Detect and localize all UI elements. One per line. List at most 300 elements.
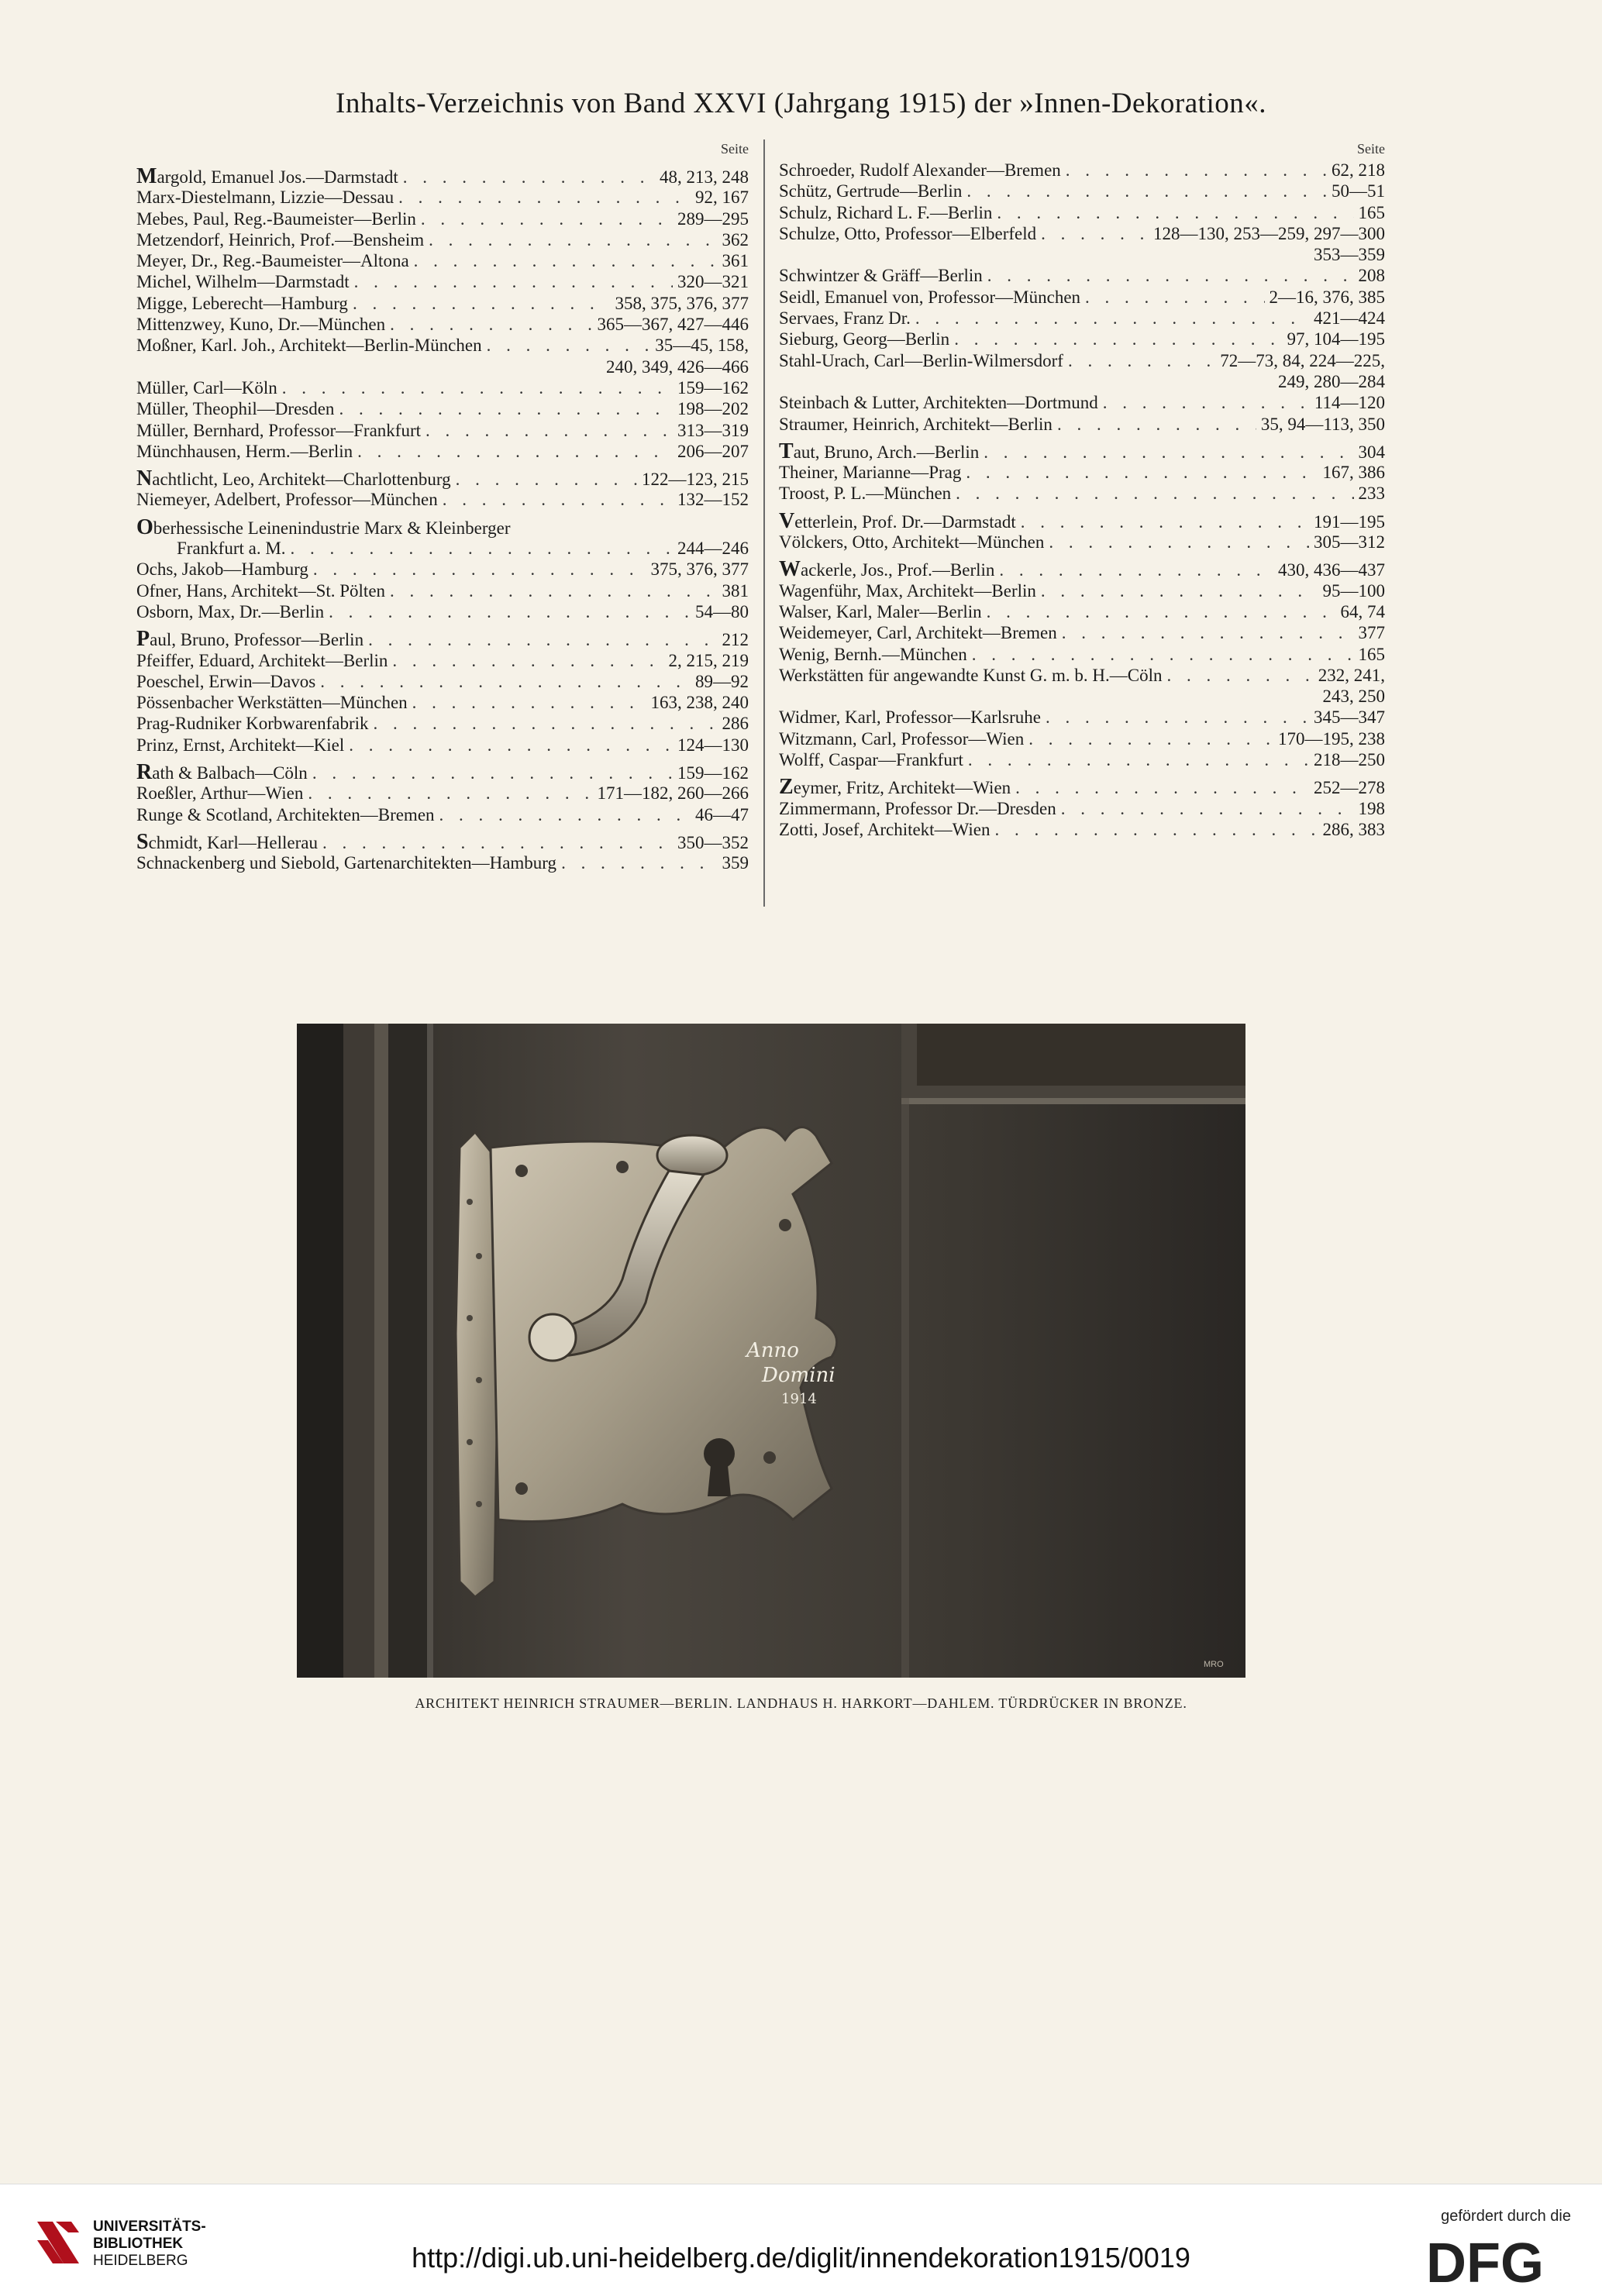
index-entry [136, 187, 749, 208]
entry-name-text: Pössenbacher Werkstätten—München [136, 693, 408, 713]
entry-initial: R [136, 760, 153, 785]
entry-name [779, 580, 1036, 601]
index-entry [136, 335, 749, 356]
entry-name-text: Marx-Diestelmann, Lizzie—Dessau [136, 188, 394, 208]
entry-name-text: ackerle, Jos., Prof.—Berlin [801, 560, 995, 580]
index-entry [136, 208, 749, 229]
entry-name-text: Müller, Bernhard, Professor—Frankfurt [136, 420, 422, 440]
index-entry [136, 601, 749, 622]
entry-initial: Z [779, 775, 794, 800]
entry-name [779, 532, 1044, 552]
entry-name-text: Niemeyer, Adelbert, Professor—München [136, 490, 438, 510]
entry-name [136, 208, 416, 229]
entry-name-text: Runge & Scotland, Architekten—Bremen [136, 804, 435, 824]
entry-pages: 252—278 [1314, 778, 1385, 798]
index-entry [136, 580, 749, 601]
entry-initial: O [136, 515, 153, 539]
dot-leader [1015, 777, 1309, 798]
entry-name [779, 749, 963, 770]
entry-name-text: Ochs, Jakob—Hamburg [136, 559, 308, 580]
entry-name [779, 223, 1036, 244]
index-entry [136, 762, 749, 783]
dot-leader [972, 644, 1354, 665]
entry-pages: 206—207 [677, 441, 749, 461]
entry-pages: 430, 436—437 [1278, 560, 1385, 580]
index-entry [136, 166, 749, 187]
index-entry [136, 489, 749, 510]
library-name-line: HEIDELBERG [93, 2253, 188, 2269]
entry-pages: 305—312 [1314, 532, 1385, 552]
library-name-line: BIBLIOTHEK [93, 2236, 184, 2252]
entry-name-text: Troost, P. L.—München [779, 484, 952, 504]
entry-pages: 198 [1358, 798, 1385, 818]
entry-name [779, 707, 1041, 728]
entry-name [136, 783, 303, 804]
entry-name [779, 644, 967, 665]
dot-leader [1066, 160, 1327, 181]
entry-name [779, 622, 1057, 643]
index-entry [779, 665, 1385, 686]
entry-pages: 122—123, 215 [642, 470, 749, 490]
entry-pages: 304 [1358, 442, 1385, 462]
index-entry [779, 532, 1385, 552]
entry-pages: 128—130, 253—259, 297—300 [1153, 223, 1385, 243]
index-entry [779, 798, 1385, 819]
entry-pages: 353—359 [1314, 245, 1385, 265]
index-entry [779, 414, 1385, 435]
dot-leader [1041, 223, 1149, 244]
dot-leader [403, 167, 655, 188]
entry-name [136, 489, 438, 510]
entry-name [136, 250, 409, 271]
library-name-line: UNIVERSITÄTS- [93, 2219, 206, 2235]
entry-name [136, 804, 435, 825]
entry-name [779, 308, 911, 329]
entry-name-text: Prinz, Ernst, Architekt—Kiel [136, 735, 345, 755]
entry-pages: 345—347 [1314, 707, 1385, 728]
index-entry [136, 398, 749, 419]
dot-leader [368, 629, 717, 650]
index-entry [136, 314, 749, 335]
entry-pages: 159—162 [677, 763, 749, 783]
entry-pages: 159—162 [677, 377, 749, 398]
index-entry [779, 244, 1385, 265]
entry-name-text: Servaes, Franz Dr. [779, 308, 911, 329]
page-header: Inhalts-Verzeichnis von Band XXVI (Jahrgang 1915) der »Innen-Dekoration«. [336, 88, 1266, 119]
index-entry [136, 627, 749, 652]
index-entry [136, 735, 749, 756]
index-entry [779, 601, 1385, 622]
entry-pages: 218—250 [1314, 750, 1385, 770]
dot-leader [412, 692, 646, 713]
entry-name-text: aul, Bruno, Professor—Berlin [150, 630, 364, 650]
dot-leader [1049, 532, 1309, 552]
entry-pages: 313—319 [677, 420, 749, 440]
index-entry [136, 713, 749, 734]
entry-name-text: Witzmann, Carl, Professor—Wien [779, 728, 1025, 749]
entry-name-text: Osborn, Max, Dr.—Berlin [136, 601, 325, 621]
dot-leader [390, 314, 592, 335]
entry-pages: 165 [1358, 202, 1385, 222]
index-entry [136, 692, 749, 713]
entry-pages: 89—92 [695, 671, 749, 691]
page-column-label: Seite [1357, 141, 1385, 157]
dot-leader [1062, 622, 1354, 643]
dot-leader [954, 329, 1282, 349]
index-entry [779, 223, 1385, 244]
entry-name-text: Meyer, Dr., Reg.-Baumeister—Altona [136, 251, 409, 271]
entry-name [136, 735, 344, 756]
dot-leader [329, 601, 691, 622]
entry-name-text: Wolff, Caspar—Frankfurt [779, 750, 963, 770]
dot-leader [956, 483, 1353, 504]
entry-pages: 171—182, 260—266 [597, 783, 749, 804]
entry-pages: 48, 213, 248 [660, 167, 749, 187]
dot-leader [313, 559, 646, 580]
entry-pages: 361 [722, 251, 749, 271]
entry-pages: 208 [1358, 266, 1385, 286]
entry-name-text: Widmer, Karl, Professor—Karlsruhe [779, 707, 1041, 728]
entry-pages: 232, 241, [1318, 665, 1385, 685]
photo-corner-mark: MRO [1204, 1660, 1224, 1669]
entry-pages: 62, 218 [1332, 160, 1385, 180]
entry-pages: 2, 215, 219 [668, 650, 749, 670]
entry-name [136, 468, 451, 490]
entry-name [779, 508, 1016, 533]
entry-name-text: Moßner, Karl. Joh., Architekt—Berlin-München [136, 336, 482, 356]
entry-name-text: achtlicht, Leo, Architekt—Charlottenburg [152, 470, 451, 490]
entry-name [779, 819, 990, 840]
dot-leader [308, 783, 592, 804]
entry-name [136, 852, 556, 873]
index-entry [779, 371, 1385, 392]
entry-name-text: Müller, Theophil—Dresden [136, 399, 335, 419]
entry-pages: 114—120 [1314, 393, 1385, 413]
dot-leader [987, 601, 1336, 622]
entry-name-text: Ofner, Hans, Architekt—St. Pölten [136, 580, 386, 601]
entry-name [779, 601, 982, 622]
entry-pages: 359 [722, 853, 749, 873]
dot-leader [994, 819, 1318, 840]
inscription-domini: Domini [762, 1364, 835, 1387]
entry-name [136, 166, 398, 188]
index-entry [779, 329, 1385, 349]
entry-name-text: Zotti, Josef, Architekt—Wien [779, 819, 990, 839]
entry-name [136, 692, 408, 713]
entry-name-text: Stahl-Urach, Carl—Berlin-Wilmersdorf [779, 350, 1063, 370]
dot-leader [1046, 707, 1309, 728]
entry-pages: 167, 386 [1322, 463, 1385, 483]
dot-leader [915, 308, 1309, 329]
entry-name-text: Schulze, Otto, Professor—Elberfeld [779, 223, 1037, 243]
index-entry [136, 831, 749, 852]
entry-name [779, 483, 951, 504]
entry-name-text: Schroeder, Rudolf Alexander—Bremen [779, 160, 1061, 180]
entry-name [136, 377, 277, 398]
index-entry [136, 293, 749, 314]
index-entry [136, 671, 749, 692]
funding-note: gefördert durch die [1441, 2208, 1571, 2225]
entry-name [136, 441, 353, 462]
entry-name-text: berhessische Leinenindustrie Marx & Kleinberger [153, 518, 511, 538]
entry-name-text: Werkstätten für angewandte Kunst G. m. b. H.—Cöln [779, 665, 1163, 685]
index-entry [779, 580, 1385, 601]
index-entry [136, 852, 749, 873]
dot-leader [439, 804, 691, 825]
entry-name [136, 187, 394, 208]
index-entry [779, 308, 1385, 329]
entry-initial: W [779, 557, 801, 582]
inscription-year: 1914 [781, 1391, 817, 1407]
entry-pages: 350—352 [677, 832, 749, 852]
entry-pages: 286 [722, 714, 749, 734]
index-entry [136, 804, 749, 825]
dot-leader [414, 250, 718, 271]
entry-pages: 243, 250 [1322, 687, 1385, 707]
entry-name [779, 350, 1063, 371]
index-entry [136, 468, 749, 489]
index-entry [136, 377, 749, 398]
entry-name [136, 314, 385, 335]
dot-leader [984, 442, 1353, 463]
index-column-left [136, 138, 749, 874]
entry-name-text: Prag-Rudniker Korbwarenfabrik [136, 714, 369, 734]
entry-name-text: Pfeiffer, Eduard, Architekt—Berlin [136, 650, 388, 670]
dot-leader [291, 538, 673, 559]
entry-name [136, 650, 388, 671]
dot-leader [1085, 287, 1264, 308]
index-entry [779, 644, 1385, 665]
entry-name [779, 462, 961, 483]
entry-name-text: Theiner, Marianne—Prag [779, 463, 962, 483]
digitization-footer [0, 2184, 1602, 2296]
entry-name-text: eymer, Fritz, Architekt—Wien [793, 778, 1011, 798]
dot-leader [987, 265, 1354, 286]
index-entry [779, 265, 1385, 286]
entry-name-text: Poeschel, Erwin—Davos [136, 671, 316, 691]
entry-pages: 124—130 [677, 735, 749, 755]
permalink-url[interactable]: http://digi.ub.uni-heidelberg.de/diglit/innendekoration1915/0019 [412, 2242, 1190, 2274]
entry-name [779, 265, 983, 286]
index-entry [779, 559, 1385, 580]
entry-name [136, 293, 348, 314]
dot-leader [966, 181, 1327, 201]
dot-leader [966, 462, 1318, 483]
index-entry [779, 160, 1385, 181]
entry-name [779, 665, 1162, 686]
entry-pages: 72—73, 84, 224—225, [1220, 350, 1385, 370]
index-entry [779, 686, 1385, 707]
index-entry [136, 650, 749, 671]
dot-leader [312, 762, 673, 783]
entry-name-text: Sieburg, Georg—Berlin [779, 329, 950, 349]
entry-initial: P [136, 627, 150, 652]
entry-pages: 50—51 [1332, 181, 1385, 201]
dot-leader [456, 469, 637, 490]
entry-pages: 95—100 [1322, 580, 1385, 601]
dot-leader [349, 735, 673, 756]
entry-name-text: Migge, Leberecht—Hamburg [136, 293, 348, 313]
entry-pages: 54—80 [695, 601, 749, 621]
entry-name [779, 441, 979, 463]
door-handle-photograph [297, 1024, 1245, 1678]
column-divider [763, 139, 765, 907]
index-entry [136, 559, 749, 580]
dot-leader [429, 229, 717, 250]
entry-name-text: Schulz, Richard L. F.—Berlin [779, 202, 993, 222]
entry-name-text: Seidl, Emanuel von, Professor—München [779, 287, 1081, 307]
entry-pages: 377 [1358, 623, 1385, 643]
entry-pages: 163, 238, 240 [650, 693, 749, 713]
dot-leader [390, 580, 717, 601]
entry-initial: T [779, 439, 794, 463]
entry-name-text: Metzendorf, Heinrich, Prof.—Bensheim [136, 229, 425, 250]
dot-leader [353, 293, 611, 314]
dot-leader [425, 420, 673, 441]
entry-name [136, 671, 315, 692]
entry-name [177, 538, 286, 559]
entry-pages: 286, 383 [1322, 819, 1385, 839]
entry-name [136, 398, 334, 419]
entry-pages: 381 [722, 580, 749, 601]
entry-name-text: Schütz, Gertrude—Berlin [779, 181, 963, 201]
entry-name-text: Weidemeyer, Carl, Architekt—Bremen [779, 623, 1057, 643]
entry-name [779, 287, 1080, 308]
entry-name [779, 202, 992, 223]
entry-name [136, 628, 363, 650]
entry-pages: 191—195 [1314, 511, 1385, 532]
index-entries-left [136, 166, 749, 874]
index-entry [779, 483, 1385, 504]
entry-name [779, 414, 1052, 435]
index-entry [136, 538, 749, 559]
index-entry [136, 420, 749, 441]
dot-leader [443, 489, 673, 510]
entry-name-text: Schnackenberg und Siebold, Gartenarchitekten—Hamburg [136, 853, 557, 873]
entry-name-text: Michel, Wilhelm—Darmstadt [136, 272, 350, 292]
entry-pages: 132—152 [677, 490, 749, 510]
dot-leader [339, 398, 673, 419]
index-entry [779, 508, 1385, 533]
entry-name-text: Zimmermann, Professor Dr.—Dresden [779, 798, 1056, 818]
dot-leader [1028, 728, 1273, 749]
index-entry [136, 271, 749, 292]
dot-leader [561, 852, 717, 873]
entry-name [779, 798, 1056, 819]
dot-leader [392, 650, 663, 671]
entry-name [136, 601, 324, 622]
entry-pages: 46—47 [695, 804, 749, 824]
index-entry [779, 202, 1385, 223]
dot-leader [1041, 580, 1318, 601]
entry-name-text: argold, Emanuel Jos.—Darmstadt [157, 167, 398, 187]
entry-name-text: aut, Bruno, Arch.—Berlin [793, 442, 980, 462]
index-entry [779, 441, 1385, 462]
dot-leader [398, 187, 691, 208]
entry-name [136, 271, 350, 292]
index-entry [779, 622, 1385, 643]
entry-name-text: Völckers, Otto, Architekt—München [779, 532, 1045, 552]
entry-pages: 358, 375, 376, 377 [615, 293, 749, 313]
entry-pages: 35—45, 158, [655, 336, 749, 356]
entry-pages: 240, 349, 426—466 [606, 356, 749, 377]
entry-pages: 165 [1358, 644, 1385, 664]
entry-initial: N [136, 466, 153, 491]
dot-leader [1057, 414, 1256, 435]
entry-pages: 375, 376, 377 [650, 559, 749, 580]
entry-pages: 64, 74 [1340, 601, 1385, 621]
entry-pages: 421—424 [1314, 308, 1385, 329]
index-entries-right [779, 160, 1385, 840]
entry-name-text: Müller, Carl—Köln [136, 377, 277, 398]
entry-pages: 92, 167 [695, 188, 749, 208]
entry-initial: M [136, 164, 157, 188]
entry-pages: 289—295 [677, 208, 749, 229]
index-entry [779, 392, 1385, 413]
index-entry [779, 462, 1385, 483]
entry-pages: 233 [1358, 484, 1385, 504]
dot-leader [1068, 350, 1215, 371]
entry-name-text: Mittenzwey, Kuno, Dr.—München [136, 315, 386, 335]
entry-name-text: Wagenführ, Max, Architekt—Berlin [779, 580, 1036, 601]
entry-pages: 249, 280—284 [1278, 371, 1385, 391]
entry-name [136, 420, 421, 441]
dot-leader [1103, 392, 1310, 413]
entry-name [779, 181, 962, 201]
dot-leader [1166, 665, 1313, 686]
entry-pages: 365—367, 427—446 [597, 315, 749, 335]
entry-name [779, 776, 1011, 798]
entry-name [136, 580, 385, 601]
entry-name-text: Mebes, Paul, Reg.-Baumeister—Berlin [136, 208, 416, 229]
index-entry [779, 287, 1385, 308]
entry-name-text: ath & Balbach—Cöln [152, 763, 308, 783]
entry-pages: 212 [722, 630, 749, 650]
entry-name-text: etterlein, Prof. Dr.—Darmstadt [794, 511, 1016, 532]
dot-leader [1021, 511, 1309, 532]
index-entry [136, 229, 749, 250]
index-column-right [779, 138, 1385, 840]
index-entry [779, 819, 1385, 840]
entry-name-text: Walser, Karl, Maler—Berlin [779, 601, 982, 621]
entry-initial: V [779, 508, 795, 533]
index-entry [779, 749, 1385, 770]
entry-name [136, 335, 482, 356]
dot-leader [1061, 798, 1354, 819]
entry-pages: 170—195, 238 [1278, 728, 1385, 749]
entry-name [779, 728, 1024, 749]
entry-name-text: Roeßler, Arthur—Wien [136, 783, 304, 804]
index-entry [779, 707, 1385, 728]
dot-leader [999, 559, 1273, 580]
entry-pages: 320—321 [677, 272, 749, 292]
index-entry [136, 783, 749, 804]
dot-leader [357, 441, 673, 462]
index-entry [136, 356, 749, 377]
entry-name [779, 160, 1061, 181]
photo-caption: ARCHITEKT HEINRICH STRAUMER—BERLIN. LANDHAUS H. HARKORT—DAHLEM. TÜRDRÜCKER IN BRONZE. [415, 1695, 1187, 1711]
entry-initial: S [136, 829, 149, 854]
dot-leader [374, 713, 718, 734]
dot-leader [997, 202, 1353, 223]
dot-leader [968, 749, 1309, 770]
entry-pages: 244—246 [677, 539, 749, 559]
entry-name-text: Münchhausen, Herm.—Berlin [136, 441, 353, 461]
index-entry [779, 181, 1385, 201]
index-entry [136, 250, 749, 271]
entry-name [136, 762, 308, 783]
entry-name [136, 713, 369, 734]
